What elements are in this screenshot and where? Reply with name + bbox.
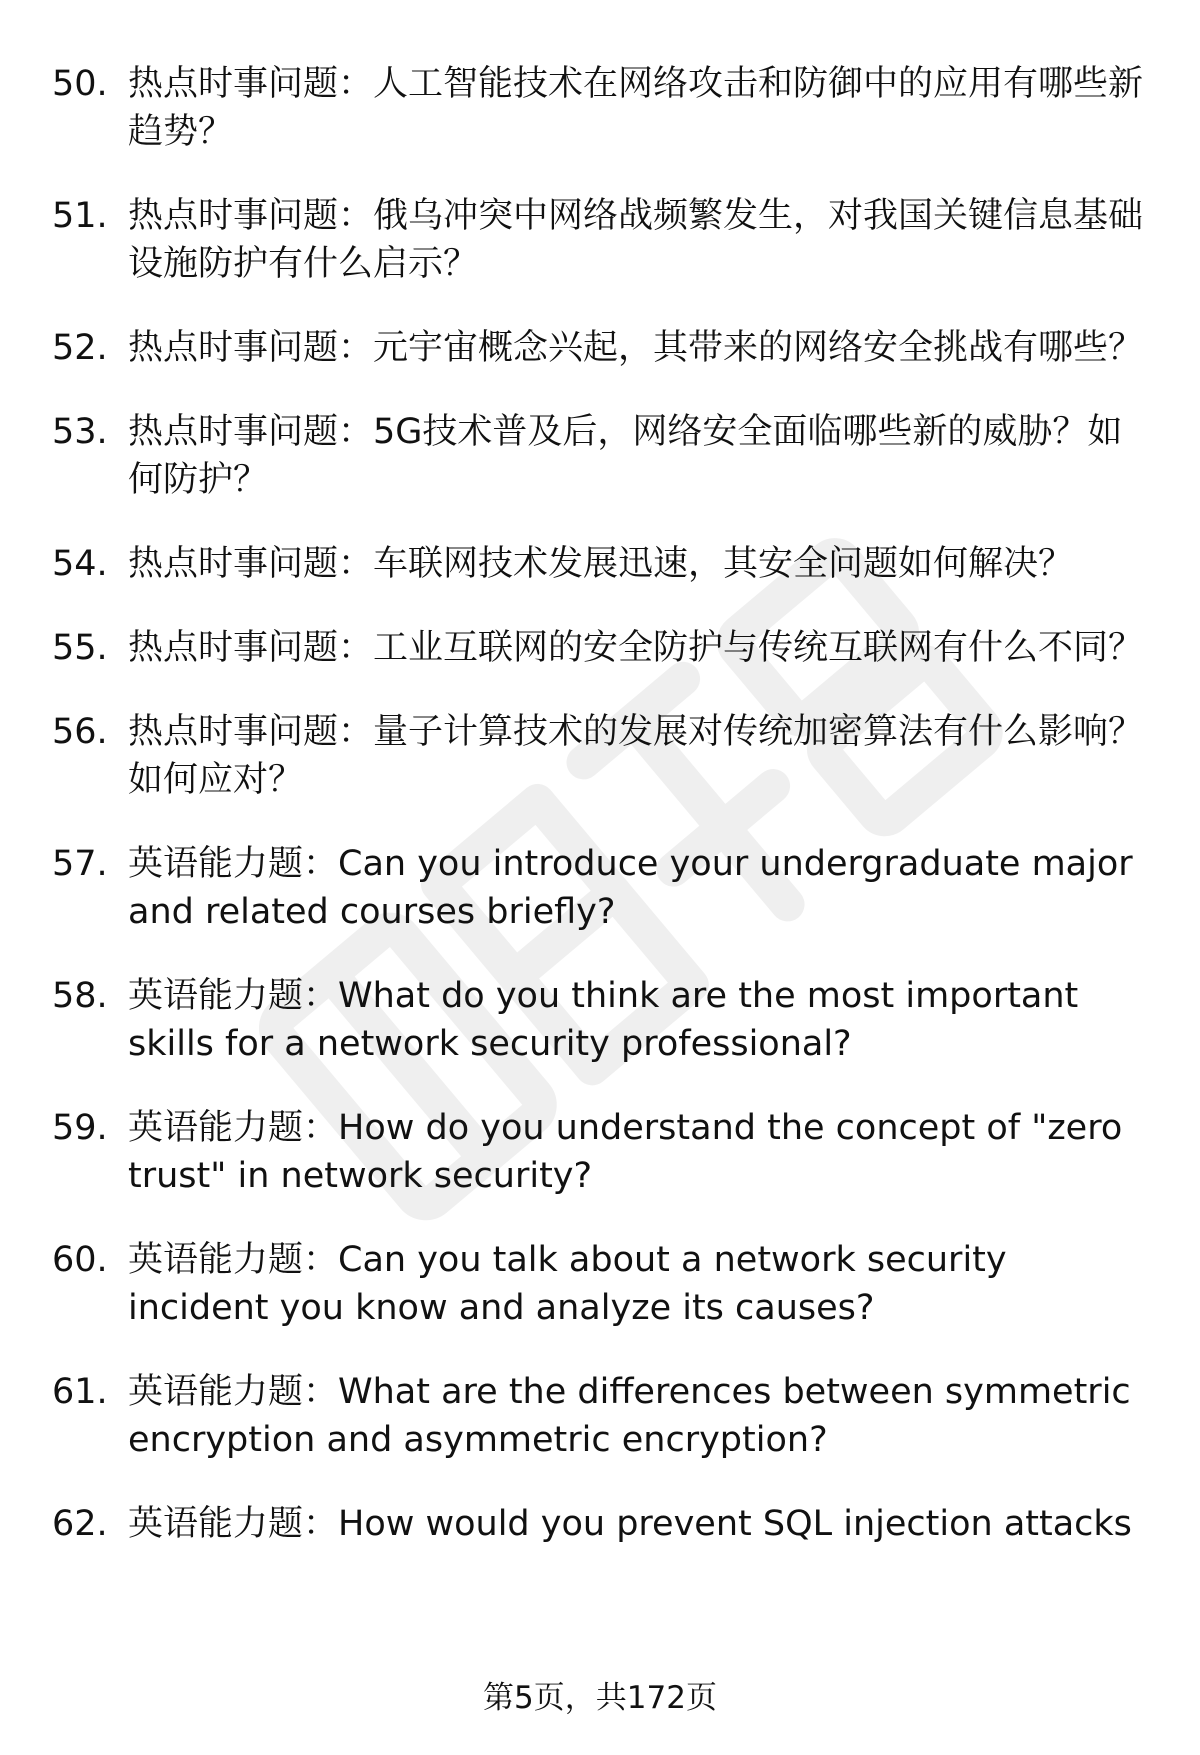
question-item-62	[52, 1500, 1152, 1548]
question-number: 51.	[52, 196, 108, 236]
question-item-55	[52, 624, 1152, 672]
question-item-58	[52, 972, 1152, 1068]
question-item-60	[52, 1236, 1152, 1332]
question-text: 英语能力题：How would you prevent SQL injection attacks	[128, 1504, 1132, 1544]
question-number: 54.	[52, 544, 108, 584]
question-item-61	[52, 1368, 1152, 1464]
page-footer: 第5页，共172页	[483, 1680, 717, 1716]
question-text: 英语能力题：Can you talk about a network security incident you know and analyze its causes?	[128, 1240, 1007, 1328]
question-text: 热点时事问题：元宇宙概念兴起，其带来的网络安全挑战有哪些？	[128, 328, 1144, 368]
question-list	[52, 60, 1152, 1548]
question-number: 50.	[52, 64, 108, 104]
question-text: 英语能力题：What do you think are the most important skills for a network security professional?	[128, 976, 1079, 1064]
question-item-51	[52, 192, 1152, 288]
question-item-53	[52, 408, 1152, 504]
question-number: 59.	[52, 1108, 108, 1148]
question-text: 热点时事问题：人工智能技术在网络攻击和防御中的应用有哪些新趋势？	[128, 64, 1144, 152]
question-text: 英语能力题：How do you understand the concept of "zero trust" in network security?	[128, 1108, 1123, 1196]
question-item-59	[52, 1104, 1152, 1200]
question-item-57	[52, 840, 1152, 936]
question-number: 58.	[52, 976, 108, 1016]
question-number: 52.	[52, 328, 108, 368]
question-item-52	[52, 324, 1152, 372]
question-number: 55.	[52, 628, 108, 668]
question-number: 56.	[52, 712, 108, 752]
question-text: 热点时事问题：工业互联网的安全防护与传统互联网有什么不同？	[128, 628, 1144, 668]
question-text: 英语能力题：What are the differences between symmetric encryption and asymmetric encryption?	[128, 1372, 1131, 1460]
question-number: 62.	[52, 1504, 108, 1544]
question-text: 热点时事问题：车联网技术发展迅速，其安全问题如何解决？	[128, 544, 1074, 584]
question-item-50	[52, 60, 1152, 156]
question-number: 57.	[52, 844, 108, 884]
question-item-54	[52, 540, 1152, 588]
question-text: 热点时事问题：俄乌冲突中网络战频繁发生，对我国关键信息基础设施防护有什么启示？	[128, 196, 1144, 284]
question-item-56	[52, 708, 1152, 804]
question-text: 英语能力题：Can you introduce your undergraduate major and related courses briefly?	[128, 844, 1133, 932]
question-number: 53.	[52, 412, 108, 452]
question-text: 热点时事问题：5G技术普及后，网络安全面临哪些新的威胁？如何防护？	[128, 412, 1123, 500]
question-text: 热点时事问题：量子计算技术的发展对传统加密算法有什么影响？如何应对？	[128, 712, 1144, 800]
question-number: 61.	[52, 1372, 108, 1412]
question-number: 60.	[52, 1240, 108, 1280]
